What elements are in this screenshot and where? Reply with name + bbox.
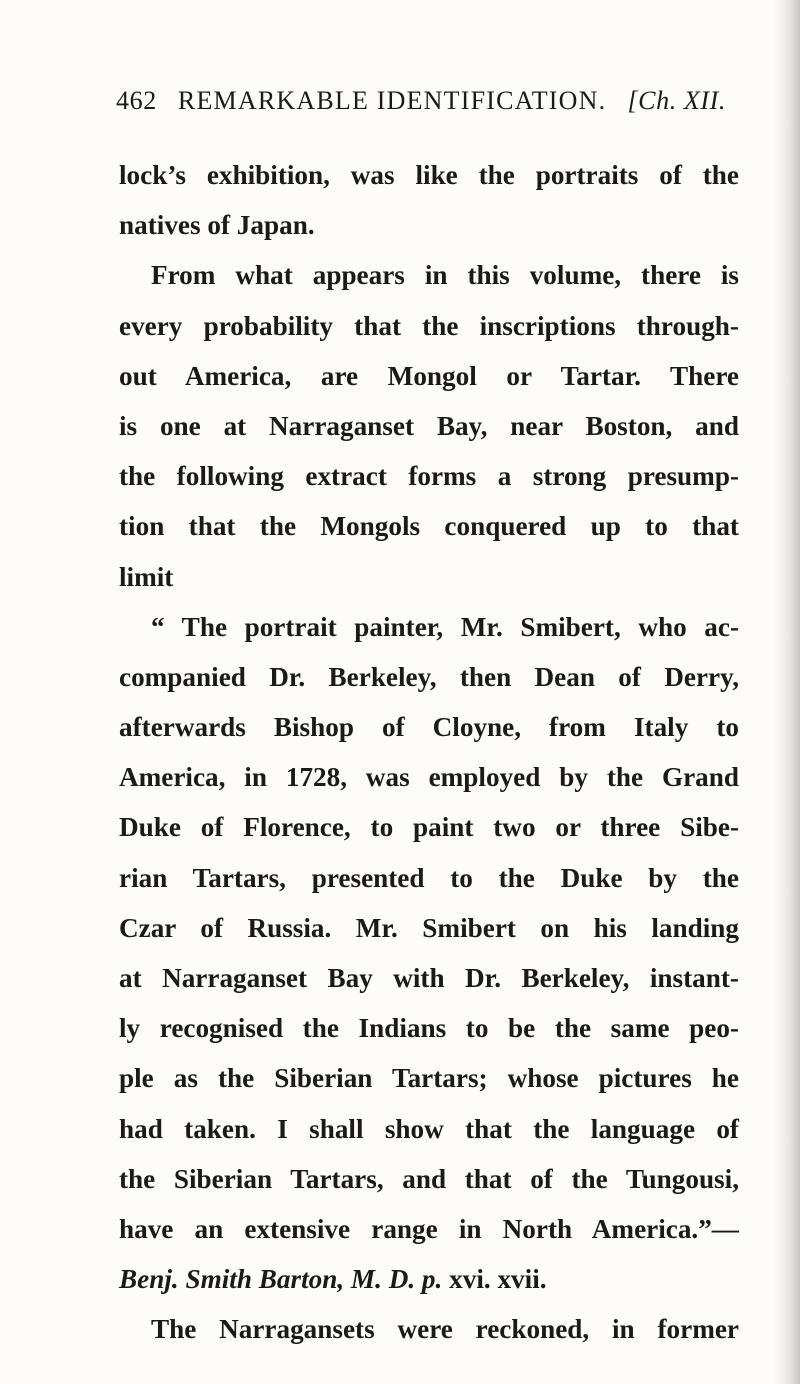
page-edge-shadow — [774, 0, 800, 1384]
text-line: the following extract forms a strong presump- — [119, 461, 739, 492]
citation-author: Benj. Smith Barton, M. D. p. — [119, 1264, 443, 1295]
text-line: America, in 1728, was employed by the Grand — [119, 762, 739, 793]
text-line: rian Tartars, presented to the Duke by the — [119, 862, 739, 893]
text-line: Czar of Russia. Mr. Smibert on his landing — [119, 912, 739, 943]
text-line: “ The portrait painter, Mr. Smibert, who ac- — [151, 611, 739, 642]
text-line: Duke of Florence, to paint two or three Sibe- — [119, 812, 739, 843]
running-head-title: REMARKABLE IDENTIFICATION. — [177, 86, 607, 115]
text-line: had taken. I shall show that the language of — [119, 1113, 739, 1144]
text-line: The Narragansets were reckoned, in former — [151, 1314, 739, 1345]
text-line: the Siberian Tartars, and that of the Tungousi, — [119, 1163, 739, 1194]
text-line: afterwards Bishop of Cloyne, from Italy to — [119, 712, 739, 743]
text-line: ly recognised the Indians to be the same peo- — [119, 1013, 739, 1044]
text-line: have an extensive range in North America.”— — [119, 1213, 739, 1244]
citation-pages: xvi. xvii. — [449, 1264, 547, 1295]
text-line: tion that the Mongols conquered up to that — [119, 511, 739, 542]
text-line: limit — [119, 561, 174, 592]
text-line: every probability that the inscriptions through- — [119, 310, 739, 341]
text-line: at Narraganset Bay with Dr. Berkeley, instant- — [119, 963, 739, 993]
chapter-reference: [Ch. XII. — [627, 86, 726, 115]
citation-line — [119, 1254, 739, 1304]
page-number: 462 — [116, 86, 157, 115]
text-line: natives of Japan. — [119, 210, 315, 241]
text-line: is one at Narraganset Bay, near Boston, and — [119, 410, 739, 441]
text-line: lock’s exhibition, was like the portraits of the — [119, 160, 739, 190]
running-head — [116, 86, 736, 116]
body-text — [119, 150, 739, 1355]
text-line: out America, are Mongol or Tartar. There — [119, 360, 739, 391]
text-line: From what appears in this volume, there is — [151, 260, 739, 291]
text-line: companied Dr. Berkeley, then Dean of Derry, — [119, 661, 739, 692]
text-line: ple as the Siberian Tartars; whose pictures he — [119, 1063, 739, 1094]
